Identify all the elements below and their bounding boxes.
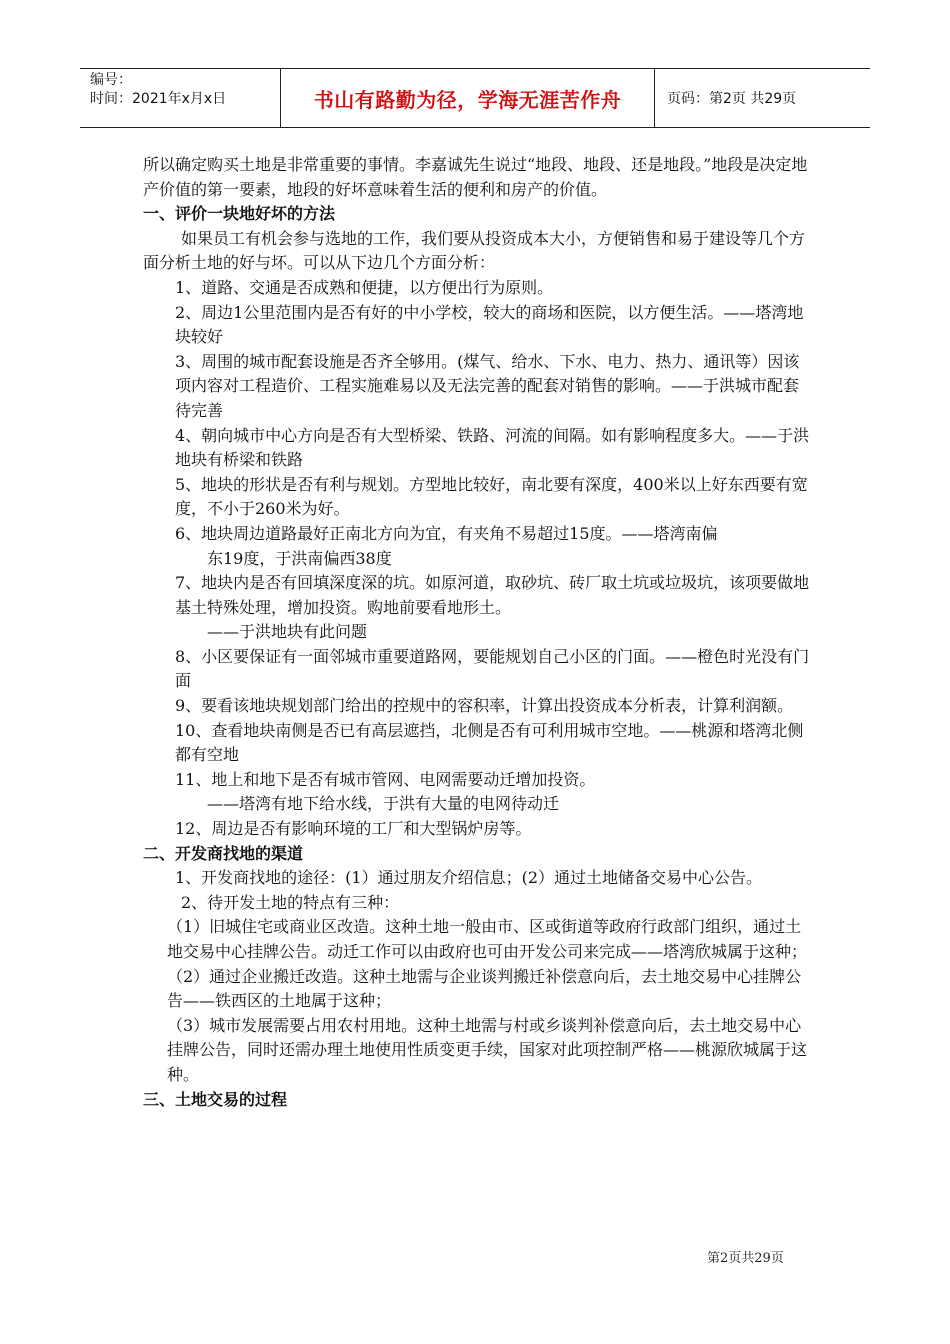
list-item: 4、朝向城市中心方向是否有大型桥梁、铁路、河流的间隔。如有影响程度多大。——于洪地块有桥梁和铁路 — [175, 425, 810, 470]
section-heading: 三、土地交易的过程 — [143, 1089, 288, 1109]
list-item: 5、地块的形状是否有利与规划。方型地比较好，南北要有深度，400米以上好东西要有宽度，不小于260米为好。 — [175, 474, 808, 519]
document-body — [143, 153, 813, 1112]
paragraph: （1）旧城住宅或商业区改造。这种土地一般由市、区或街道等政府行政部门组织，通过土地交易中心挂牌公告。动迁工作可以由政府也可由开发公司来完成——塔湾欣城属于这种； — [167, 917, 808, 961]
list-item: 11、地上和地下是否有城市管网、电网需要动迁增加投资。 — [175, 769, 596, 789]
list-item-continuation: ——于洪地块有此问题 — [207, 622, 368, 642]
page-footer: 第2页共29页 — [707, 1251, 784, 1266]
list-item: 12、周边是否有影响环境的工厂和大型锅炉房等。 — [175, 819, 532, 839]
list-item: 8、小区要保证有一面邻城市重要道路网，要能规划自己小区的门面。——橙色时光没有门面 — [175, 646, 810, 691]
list-item: 2、周边1公里范围内是否有好的中小学校，较大的商场和医院，以方便生活。——塔湾地块较好 — [175, 302, 804, 347]
paragraph: 如果员工有机会参与选地的工作，我们要从投资成本大小，方便销售和易于建设等几个方面分析土地的好与坏。可以从下边几个方面分析： — [143, 228, 806, 273]
list-item: 10、查看地块南侧是否已有高层遮挡，北侧是否有可利用城市空地。——桃源和塔湾北侧都有空地 — [175, 720, 804, 765]
list-item: 7、地块内是否有回填深度深的坑。如原河道，取砂坑、砖厂取土坑或垃圾坑，该项要做地基土特殊处理，增加投资。购地前要看地形土。 — [175, 573, 810, 617]
paragraph: （2）通过企业搬迁改造。这种土地需与企业谈判搬迁补偿意向后，去土地交易中心挂牌公告——铁西区的土地属于这种； — [167, 966, 802, 1011]
paragraph: 所以确定购买土地是非常重要的事情。李嘉诚先生说过“地段、地段、还是地段。”地段是决定地产价值的第一要素，地段的好坏意味着生活的便利和房产的价值。 — [143, 155, 808, 199]
header-page-number: 页码：第2页 共29页 — [667, 91, 797, 107]
section-heading: 二、开发商找地的渠道 — [143, 843, 304, 863]
section-heading: 一、评价一块地好坏的方法 — [143, 204, 336, 224]
header-meta — [80, 69, 280, 127]
list-item-continuation: ——塔湾有地下给水线，于洪有大量的电网待动迁 — [207, 794, 560, 814]
document-time-label: 时间：2021年x月x日 — [90, 91, 227, 107]
paragraph: （3）城市发展需要占用农村用地。这种土地需与村或乡谈判补偿意向后，去土地交易中心挂牌公告，同时还需办理土地使用性质变更手续，国家对此项控制严格——桃源欣城属于这种。 — [167, 1015, 808, 1084]
document-number-label: 编号： — [90, 72, 132, 88]
list-item: 9、要看该地块规划部门给出的控规中的容积率，计算出投资成本分析表，计算利润额。 — [175, 696, 794, 716]
list-item-continuation: 东19度，于洪南偏西38度 — [207, 548, 392, 568]
list-item: 1、道路、交通是否成熟和便捷，以方便出行为原则。 — [175, 277, 554, 297]
paragraph: 1、开发商找地的途径：(1）通过朋友介绍信息；(2）通过土地储备交易中心公告。 — [175, 868, 763, 888]
list-item: 3、周围的城市配套设施是否齐全够用。(煤气、给水、下水、电力、热力、通讯等）因该项内容对工程造价、工程实施难易以及无法完善的配套对销售的影响。——于洪城市配套待完善 — [175, 351, 800, 420]
paragraph: 2、待开发土地的特点有三种： — [181, 892, 400, 912]
header-motto: 书山有路勤为径，学海无涯苦作舟 — [280, 69, 655, 127]
list-item: 6、地块周边道路最好正南北方向为宜，有夹角不易超过15度。——塔湾南偏 — [175, 523, 718, 543]
page-header — [80, 68, 870, 128]
